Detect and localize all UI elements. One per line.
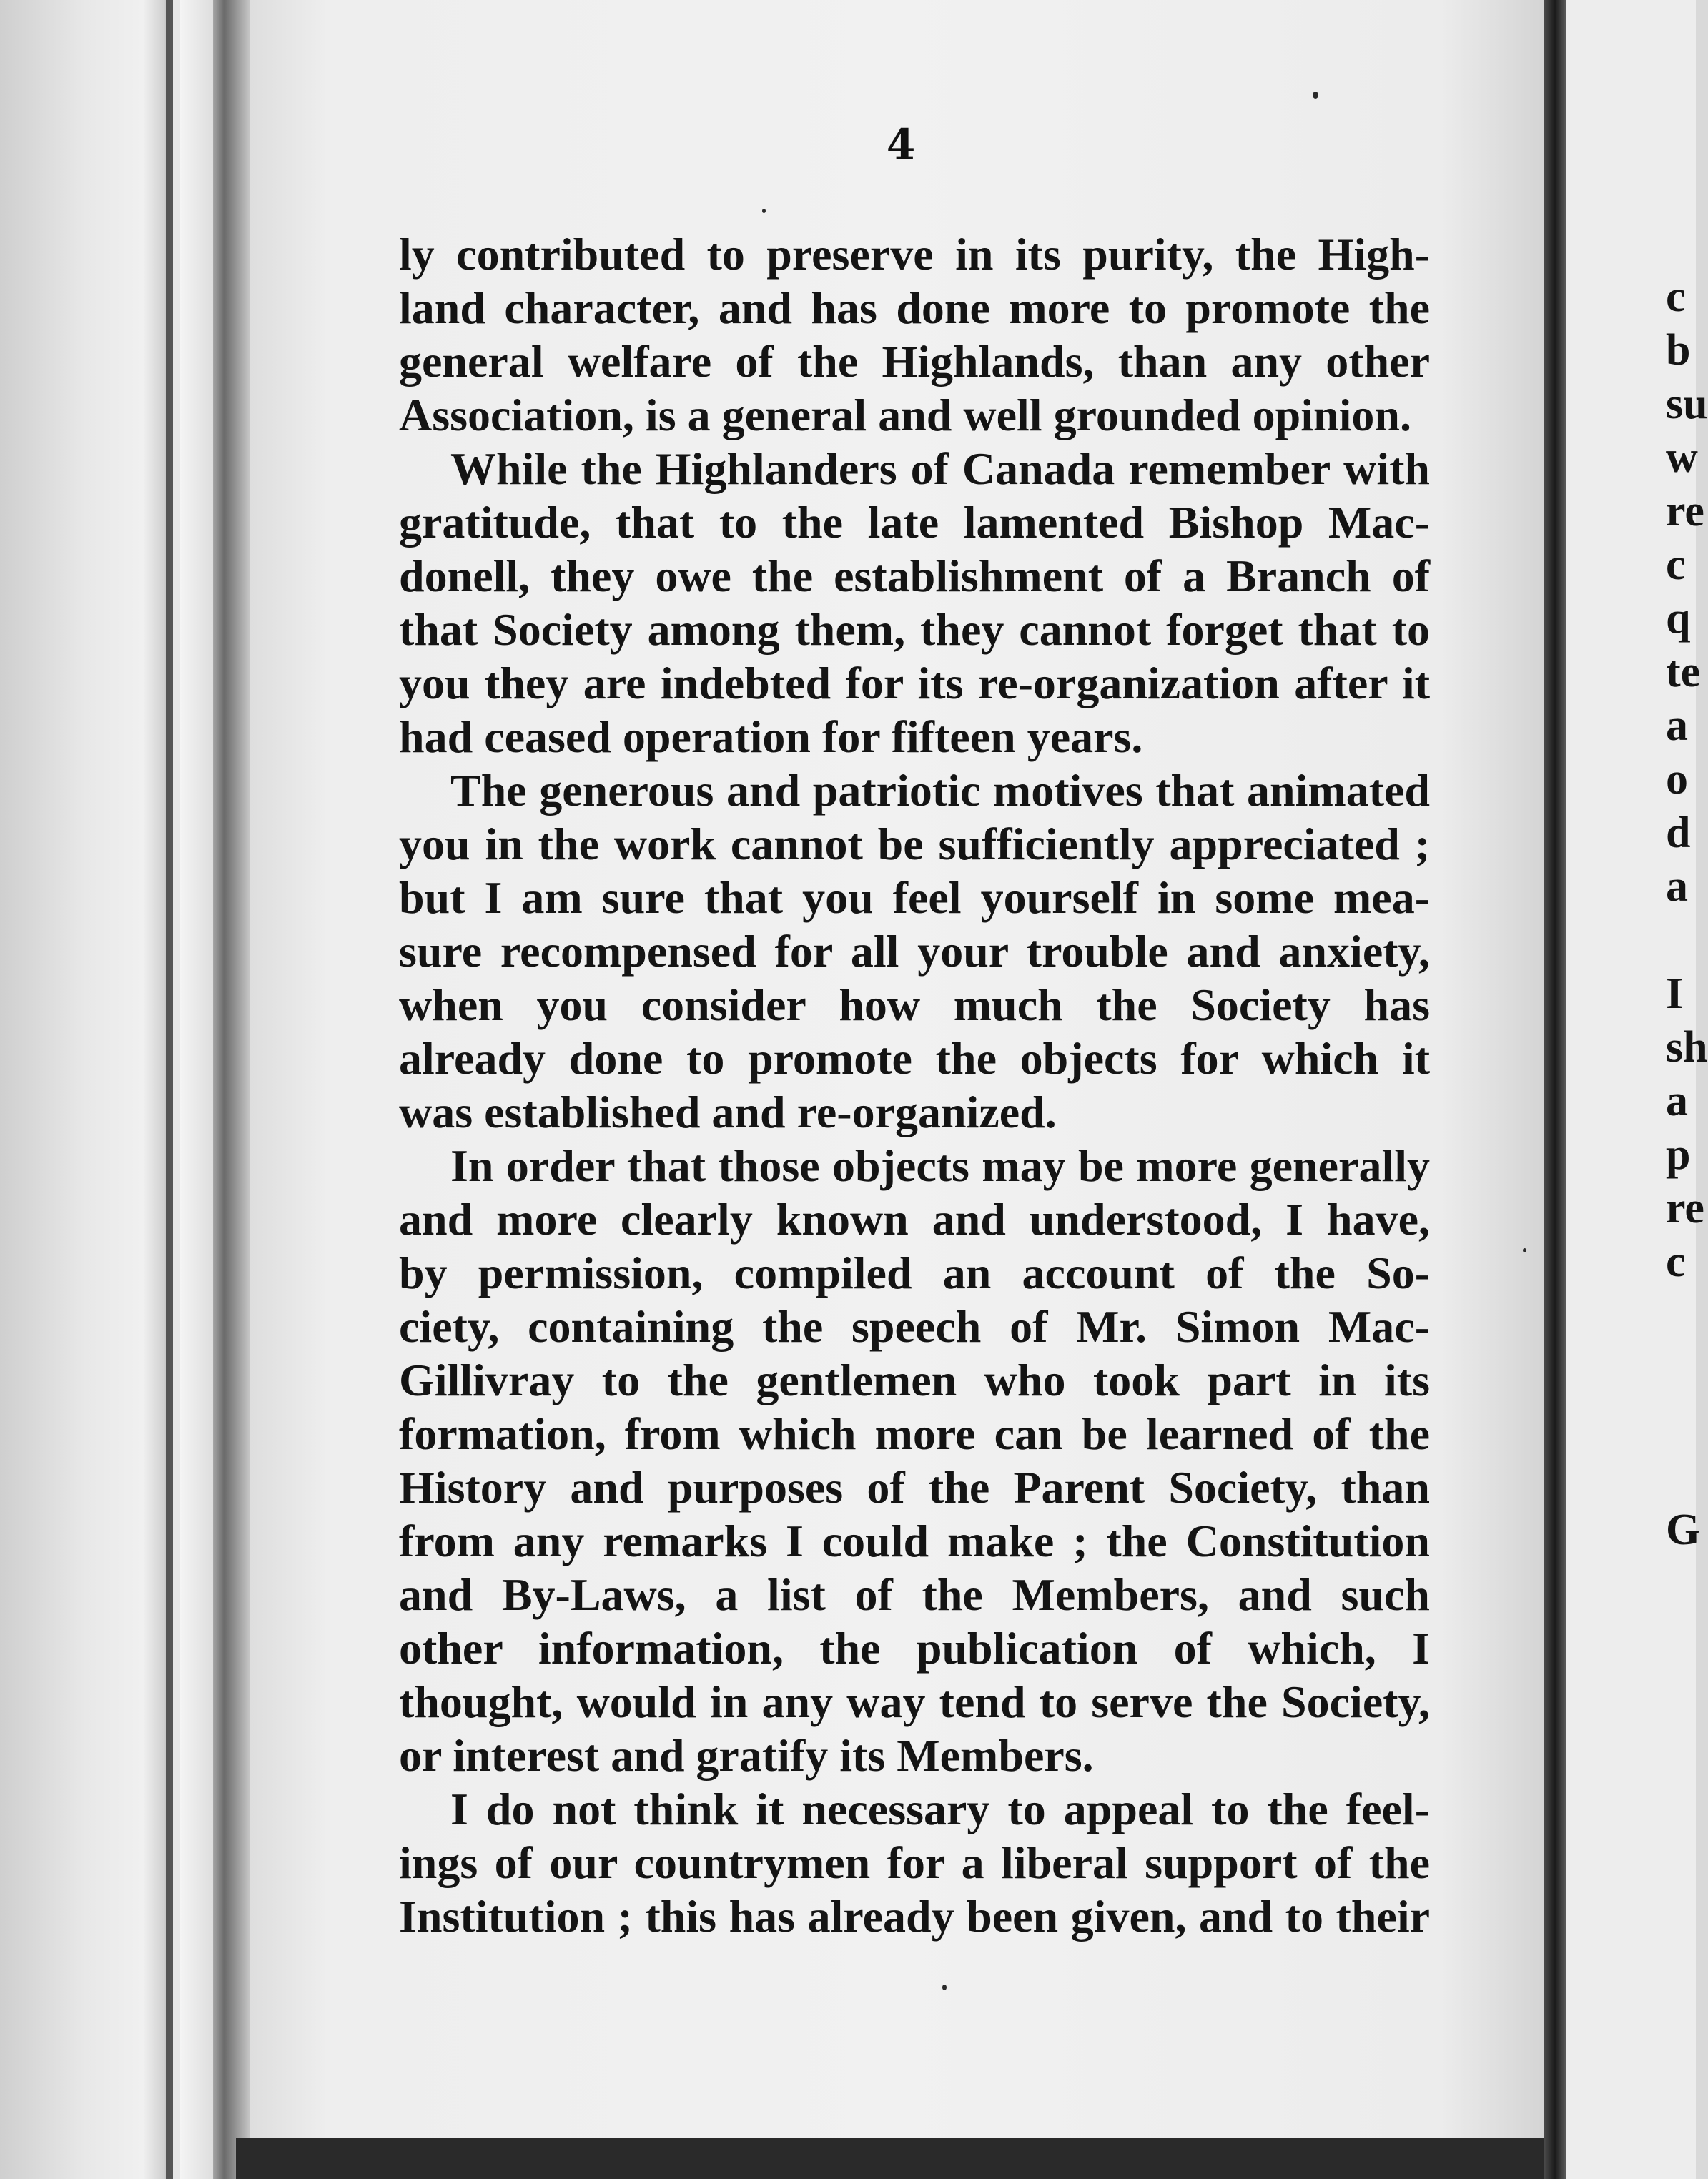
text-line: by permission, compiled an account of the So-	[399, 1247, 1430, 1298]
body-text	[399, 227, 1430, 1943]
text-line: already done to promote the objects for which it	[399, 1033, 1430, 1084]
facing-page-fragment: re	[1666, 1184, 1704, 1232]
text-line: ly contributed to preserve in its purity, the High-	[399, 229, 1430, 280]
text-line: ings of our countrymen for a liberal support of the	[399, 1837, 1430, 1888]
text-line: and By-Laws, a list of the Members, and such	[399, 1569, 1430, 1620]
text-line: The generous and patriotic motives that animated	[450, 765, 1430, 816]
facing-page-fragment: sh	[1666, 1023, 1708, 1072]
text-line: Institution ; this has already been given, and to their	[399, 1891, 1430, 1942]
facing-page-fragment: c	[1666, 272, 1686, 321]
text-line: had ceased operation for fifteen years.	[399, 711, 1143, 762]
left-page-edge	[0, 0, 172, 2179]
facing-page-fragment: o	[1666, 755, 1688, 804]
text-line: and more clearly known and understood, I have,	[399, 1194, 1430, 1245]
text-line: gratitude, that to the late lamented Bishop Mac-	[399, 497, 1430, 548]
facing-page-fragment: c	[1666, 1237, 1686, 1286]
text-line: when you consider how much the Society has	[399, 979, 1430, 1030]
page-number: 4	[886, 120, 916, 169]
facing-page-fragment: d	[1666, 809, 1691, 857]
text-line: sure recompensed for all your trouble and anxiety,	[399, 926, 1430, 977]
text-line: general welfare of the Highlands, than any other	[399, 336, 1430, 387]
facing-page-fragment: te	[1666, 648, 1701, 696]
text-line: or interest and gratify its Members.	[399, 1730, 1094, 1781]
text-line: that Society among them, they cannot forget that to	[399, 604, 1430, 655]
page-bottom-shadow	[236, 2138, 1559, 2179]
facing-page-fragment: G	[1666, 1506, 1701, 1554]
binding-shadow	[166, 0, 173, 2179]
text-line: formation, from which more can be learned of the	[399, 1408, 1430, 1459]
text-line: donell, they owe the establishment of a Branch of	[399, 550, 1430, 601]
facing-page-fragment: a	[1666, 701, 1688, 750]
text-line: but I am sure that you feel yourself in some mea-	[399, 872, 1430, 923]
facing-page-fragment: p	[1666, 1130, 1691, 1179]
text-line: Association, is a general and well grounded opinion.	[399, 390, 1411, 440]
gutter-shadow	[1544, 0, 1566, 2179]
text-line: In order that those objects may be more generally	[450, 1140, 1430, 1191]
text-line: you in the work cannot be sufficiently appreciated ;	[399, 819, 1430, 869]
text-line: thought, would in any way tend to serve the Society,	[399, 1676, 1430, 1727]
speck	[762, 209, 766, 213]
facing-page-fragment: a	[1666, 1077, 1688, 1125]
text-line: While the Highlanders of Canada remember with	[450, 443, 1430, 494]
speck	[942, 1985, 947, 1990]
text-line: I do not think it necessary to appeal to the feel-	[450, 1784, 1430, 1834]
facing-page-fragment: a	[1666, 862, 1688, 911]
text-line: from any remarks I could make ; the Constitution	[399, 1516, 1430, 1566]
binding-strip	[180, 0, 213, 2179]
facing-page-fragment: c	[1666, 540, 1686, 589]
facing-page-fragment: re	[1666, 487, 1704, 535]
binding-fold	[213, 0, 250, 2179]
facing-page-fragment: w	[1666, 433, 1698, 482]
text-line: History and purposes of the Parent Society, than	[399, 1462, 1430, 1513]
text-line: you they are indebted for its re-organization after it	[399, 658, 1430, 708]
text-line: was established and re-organized.	[399, 1087, 1057, 1137]
facing-page-fragment: q	[1666, 594, 1691, 643]
speck	[1313, 92, 1318, 99]
text-line: land character, and has done more to promote the	[399, 282, 1430, 333]
facing-page-fragment: su	[1666, 380, 1708, 428]
facing-page-fragment: I	[1666, 969, 1684, 1018]
text-line: Gillivray to the gentlemen who took part in its	[399, 1355, 1430, 1405]
text-line: other information, the publication of which, I	[399, 1623, 1430, 1674]
text-line: ciety, containing the speech of Mr. Simon Mac-	[399, 1301, 1430, 1352]
speck	[1523, 1248, 1526, 1252]
facing-page-fragment: b	[1666, 326, 1691, 375]
